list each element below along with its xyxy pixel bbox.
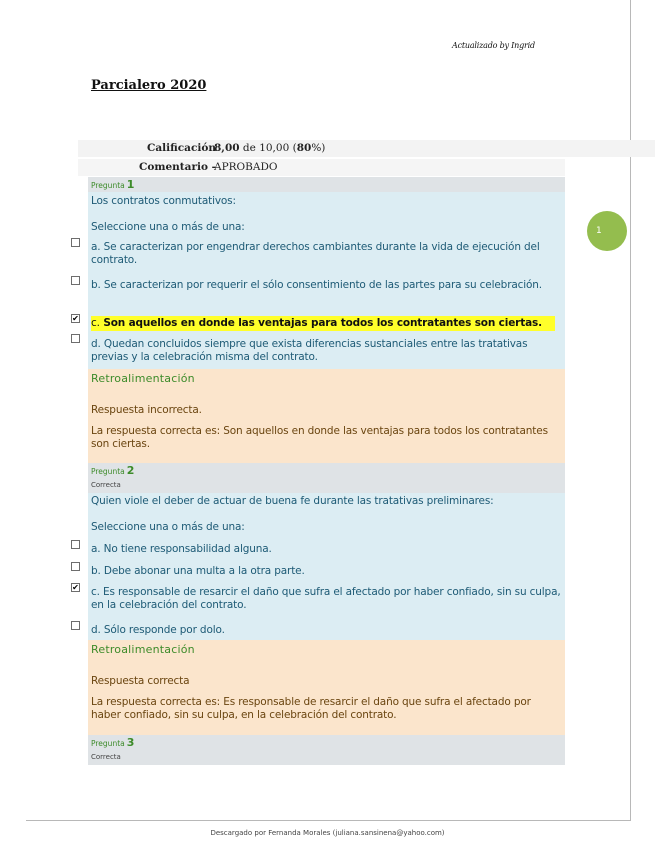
answer-option[interactable]: d. Quedan concluidos siempre que exista diferencias sustanciales entre las tratativas previas y la celebración misma del contrato. xyxy=(91,338,528,363)
answer-option[interactable]: a. No tiene responsabilidad alguna. xyxy=(91,543,272,555)
answer-option[interactable]: b. Debe abonar una multa a la otra parte. xyxy=(91,565,305,577)
option-letter: c. xyxy=(91,317,100,329)
option-checkbox[interactable] xyxy=(71,334,80,343)
question-number: 3 xyxy=(126,736,135,749)
download-footer: Descargado por Fernanda Morales (juliana.sansinena@yahoo.com) xyxy=(210,829,445,837)
feedback-title: Retroalimentación xyxy=(91,372,195,385)
feedback-correct-answer: La respuesta correcta es: Es responsable de resarcir el daño que sufra el afectado por haber confiado, sin su culpa, en la celebración del contrato. xyxy=(91,696,531,721)
question-state: Correcta xyxy=(91,481,121,489)
option-checkbox[interactable] xyxy=(71,238,80,247)
question-text: Los contratos conmutativos: xyxy=(91,195,236,207)
feedback-panel xyxy=(88,369,565,463)
grade-close: %) xyxy=(311,142,326,154)
grade-value xyxy=(214,142,325,154)
grade-score: 8,00 xyxy=(214,142,240,154)
answer-option[interactable]: d. Sólo responde por dolo. xyxy=(91,624,225,636)
option-text: Son aquellos en donde las ventajas para todos los contratantes son ciertas. xyxy=(99,317,542,329)
question-text: Quien viole el deber de actuar de buena fe durante las tratativas preliminares: xyxy=(91,495,494,507)
grade-percent: 80 xyxy=(296,142,312,154)
question-label: Pregunta 1 xyxy=(91,178,135,191)
answer-option[interactable]: a. Se caracterizan por engendrar derechos cambiantes durante la vida de ejecución del contrato. xyxy=(91,241,540,266)
grade-row xyxy=(78,140,565,157)
answer-option[interactable]: b. Se caracterizan por requerir el sólo consentimiento de las partes para su celebración. xyxy=(91,279,542,291)
question-header xyxy=(88,463,565,493)
question-label: Pregunta 2 xyxy=(91,464,135,477)
question-header xyxy=(88,735,565,765)
option-checkbox-checked[interactable]: ✔ xyxy=(72,583,79,592)
question-body xyxy=(88,493,565,640)
page-number-badge[interactable]: 1 xyxy=(587,211,627,251)
question-body xyxy=(88,192,565,369)
comment-value: APROBADO xyxy=(214,161,278,173)
option-checkbox[interactable] xyxy=(71,562,80,571)
question-instruction: Seleccione una o más de una: xyxy=(91,521,245,533)
feedback-result: Respuesta incorrecta. xyxy=(91,404,202,416)
option-checkbox[interactable] xyxy=(71,276,80,285)
question-number: 2 xyxy=(126,464,135,477)
grade-label: Calificación xyxy=(147,142,216,154)
option-checkbox[interactable] xyxy=(71,621,80,630)
feedback-panel xyxy=(88,640,565,735)
question-label: Pregunta 3 xyxy=(91,736,135,749)
question-number: 1 xyxy=(126,178,135,191)
comment-label: Comentario - xyxy=(139,161,216,173)
comment-row xyxy=(78,159,565,176)
question-state: Correcta xyxy=(91,753,121,761)
option-checkbox-checked[interactable]: ✔ xyxy=(72,314,79,323)
answer-option-selected[interactable] xyxy=(91,316,555,331)
document-title: Parcialero 2020 xyxy=(91,78,207,93)
feedback-result: Respuesta correcta xyxy=(91,675,190,687)
option-checkbox[interactable] xyxy=(71,540,80,549)
answer-option[interactable]: c. Es responsable de resarcir el daño que sufra el afectado por haber confiado, sin su culpa, en la celebración del contrato. xyxy=(91,586,561,611)
feedback-correct-answer: La respuesta correcta es: Son aquellos en donde las ventajas para todos los contratantes son ciertas. xyxy=(91,425,548,450)
question-header xyxy=(88,177,565,192)
grade-max: de 10,00 ( xyxy=(239,142,297,154)
feedback-title: Retroalimentación xyxy=(91,643,195,656)
signature: Actualizado by Ingrid xyxy=(452,41,535,50)
question-instruction: Seleccione una o más de una: xyxy=(91,221,245,233)
